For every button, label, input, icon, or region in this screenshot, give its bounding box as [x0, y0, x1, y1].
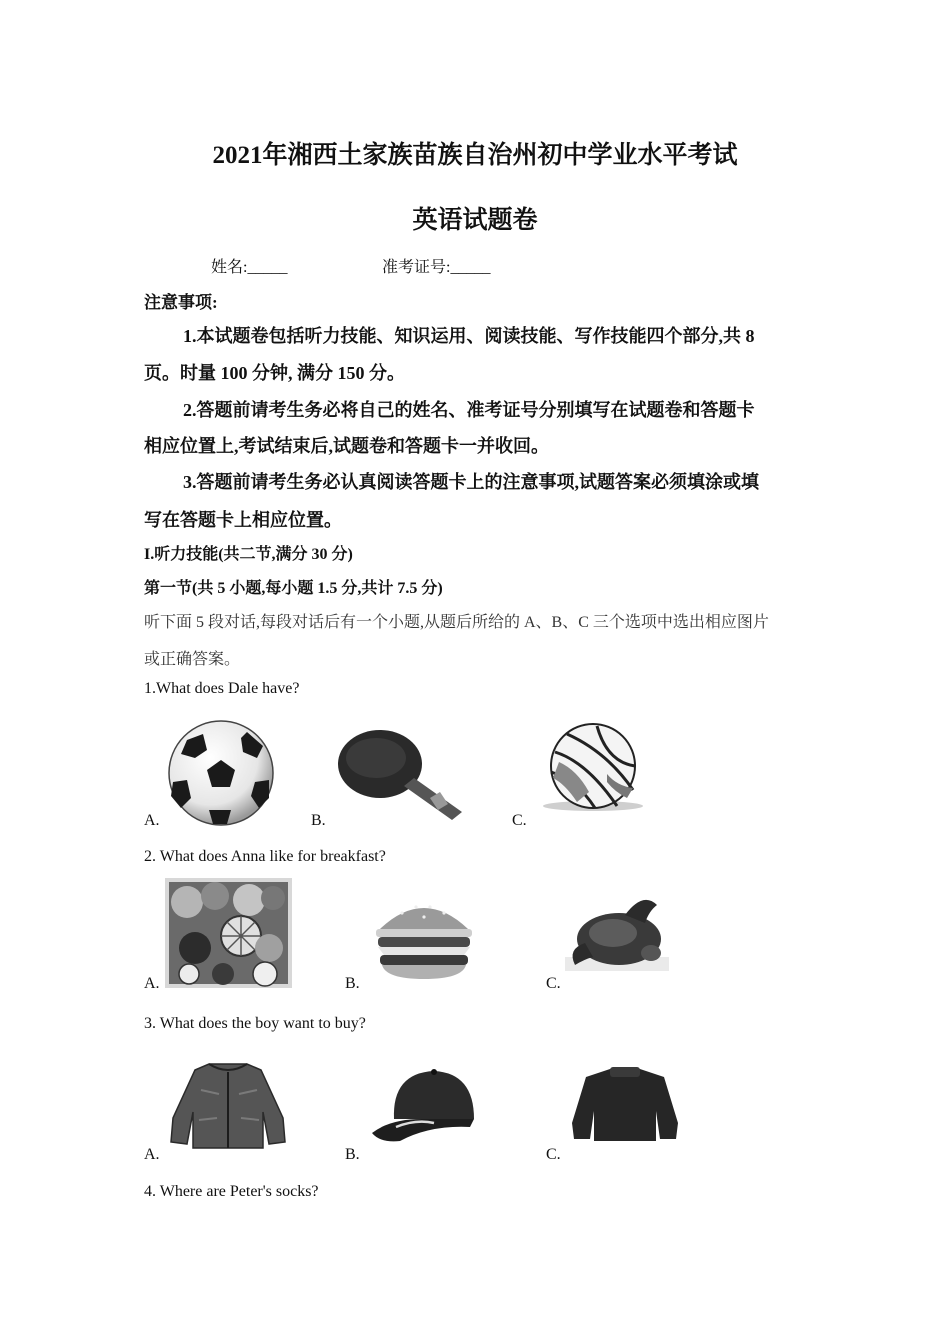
question-2-option-b[interactable]: B.	[345, 975, 360, 992]
sweater-icon	[570, 1067, 680, 1143]
fruit-icon	[165, 878, 292, 988]
notice-item-2-line-1: 2.答题前请考生务必将自己的姓名、准考证号分别填写在试题卷和答题卡	[183, 400, 755, 420]
jacket-icon	[165, 1060, 291, 1152]
roast-chicken-icon	[565, 887, 669, 979]
exam-subtitle: 英语试题卷	[412, 207, 538, 234]
question-2-text: 2. What does Anna like for breakfast?	[144, 848, 386, 865]
instruction-line-1: 听下面 5 段对话,每段对话后有一个小题,从题后所给的 A、B、C 三个选项中选出相应图片	[144, 614, 769, 631]
question-2-option-c[interactable]: C.	[546, 975, 561, 992]
hamburger-icon	[372, 893, 476, 983]
notice-item-3-line-1: 3.答题前请考生务必认真阅读答题卡上的注意事项,试题答案必须填涂或填	[183, 472, 759, 492]
question-2-option-a[interactable]: A.	[144, 975, 160, 992]
question-1-text: 1.What does Dale have?	[144, 680, 300, 697]
notice-item-1-line-1: 1.本试题卷包括听力技能、知识运用、阅读技能、写作技能四个部分,共 8	[183, 326, 755, 346]
question-4-text: 4. Where are Peter's socks?	[144, 1183, 319, 1200]
question-3-option-c[interactable]: C.	[546, 1146, 561, 1163]
notice-heading: 注意事项:	[144, 293, 218, 312]
notice-item-1-line-2: 页。时量 100 分钟, 满分 150 分。	[144, 363, 405, 383]
volleyball-icon	[537, 722, 649, 812]
soccer-ball-icon	[165, 720, 277, 826]
id-field-label: 准考证号:_____	[382, 259, 491, 276]
part-1-title: 第一节(共 5 小题,每小题 1.5 分,共计 7.5 分)	[144, 580, 443, 597]
cap-icon	[370, 1067, 476, 1143]
question-1-option-a[interactable]: A.	[144, 812, 160, 829]
question-3-option-b[interactable]: B.	[345, 1146, 360, 1163]
notice-item-3-line-2: 写在答题卡上相应位置。	[144, 510, 342, 530]
name-field-label: 姓名:_____	[211, 259, 288, 276]
question-3-option-a[interactable]: A.	[144, 1146, 160, 1163]
section-1-title: I.听力技能(共二节,满分 30 分)	[144, 546, 353, 563]
ping-pong-paddle-icon	[338, 728, 464, 820]
question-1-option-b[interactable]: B.	[311, 812, 326, 829]
notice-item-2-line-2: 相应位置上,考试结束后,试题卷和答题卡一并收回。	[144, 436, 549, 456]
exam-title: 2021年湘西土家族苗族自治州初中学业水平考试	[212, 142, 738, 169]
question-3-text: 3. What does the boy want to buy?	[144, 1015, 366, 1032]
instruction-line-2: 或正确答案。	[144, 651, 241, 668]
question-1-option-c[interactable]: C.	[512, 812, 527, 829]
